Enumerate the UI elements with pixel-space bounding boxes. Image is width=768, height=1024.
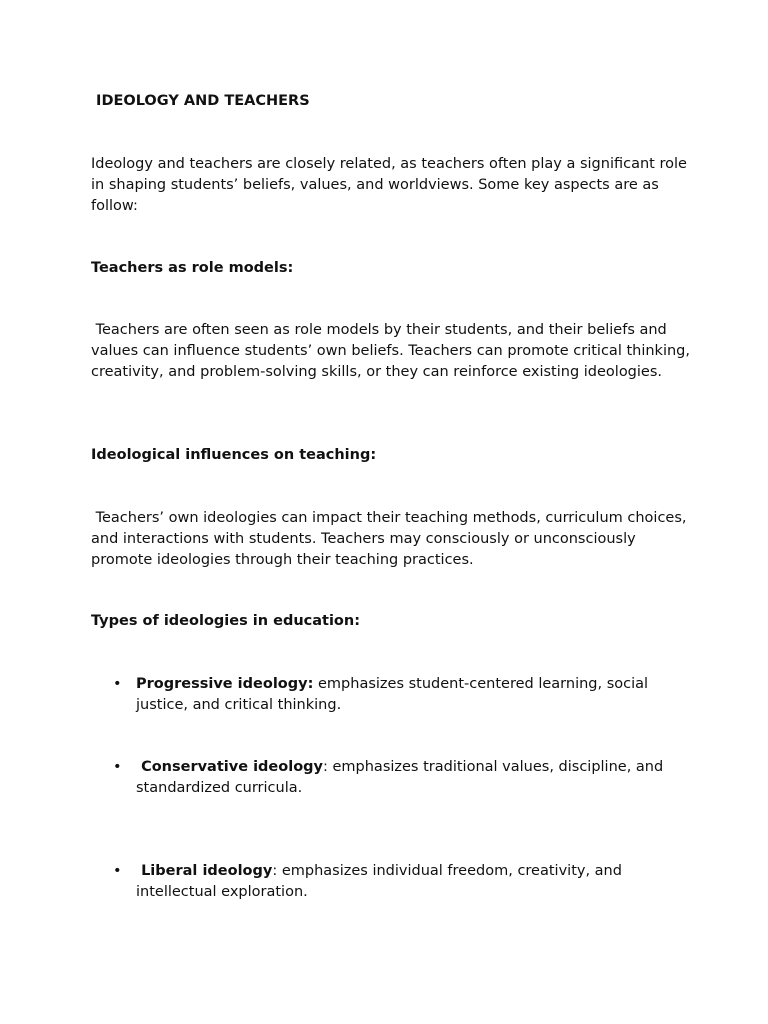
- list-item-description: : emphasizes traditional values, discipline, and standardized curricula.: [136, 759, 668, 796]
- intro-paragraph: Ideology and teachers are closely related, as teachers often play a significant role in shaping students’ beliefs, values, and worldviews. Some key aspects are as follow:: [91, 156, 687, 214]
- list-item-text: [136, 861, 676, 903]
- section-heading-types-of-ideologies: Types of ideologies in education:: [91, 613, 361, 629]
- section-heading-role-models: Teachers as role models:: [91, 260, 294, 276]
- list-item-text: [136, 757, 676, 799]
- list-item-text: [136, 674, 676, 716]
- list-item-term: Conservative ideology: [136, 759, 323, 775]
- bullet-icon: •: [113, 863, 122, 879]
- section-heading-ideological-influences: Ideological influences on teaching:: [91, 447, 377, 463]
- document-title: IDEOLOGY AND TEACHERS: [91, 93, 310, 109]
- section-body-role-models: Teachers are often seen as role models by their students, and their beliefs and values can influence students’ own beliefs. Teachers can promote critical thinking, creativity, and problem-solving skills, or they can reinforce existing ideologies.: [91, 322, 695, 380]
- section-body-ideological-influences: Teachers’ own ideologies can impact their teaching methods, curriculum choices, and interactions with students. Teachers may consciously or unconsciously promote ideologies through their teaching practices.: [91, 510, 692, 568]
- list-item-description: emphasizes student-centered learning, social justice, and critical thinking.: [136, 676, 653, 713]
- list-item-term: Liberal ideology: [136, 863, 273, 879]
- list-item-term: Progressive ideology:: [136, 676, 314, 692]
- bullet-icon: •: [113, 759, 122, 775]
- list-item-description: : emphasizes individual freedom, creativity, and intellectual exploration.: [136, 863, 627, 900]
- bullet-icon: •: [113, 676, 122, 692]
